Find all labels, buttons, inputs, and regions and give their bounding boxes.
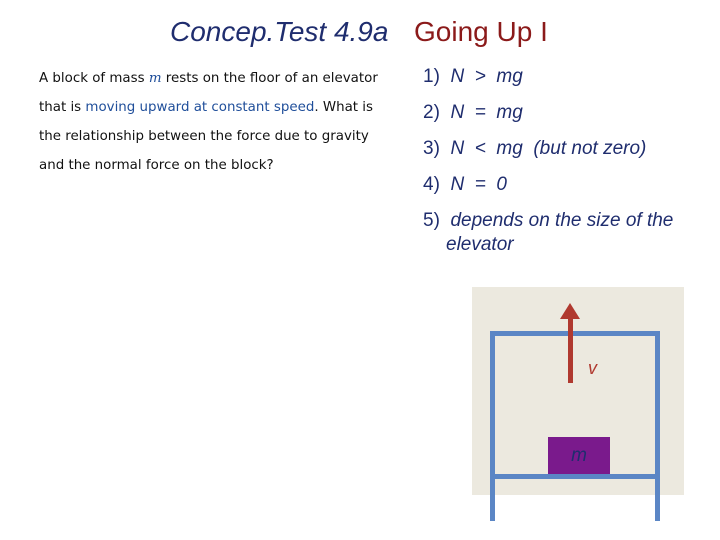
answer-number: 1) [423,66,440,87]
question-mass-symbol: m [148,71,162,86]
answer-text-line1: depends on the size of the [450,210,674,231]
answer-number: 4) [423,174,440,195]
mass-label: m [571,445,587,466]
answer-option-2 [423,102,523,124]
answer-option-3 [423,138,646,160]
answer-number: 5) [423,210,440,231]
question-highlight: moving upward at constant speed [85,100,315,115]
answer-number: 3) [423,138,440,159]
answer-number: 2) [423,102,440,123]
question-text [39,64,389,180]
answer-option-5 [423,210,673,232]
answer-option-4 [423,174,507,196]
mass-block [548,437,610,474]
answer-option-5-continued [446,234,514,256]
answer-expression: N > mg [450,66,523,87]
elevator-walls [490,331,660,521]
question-part2: rests on the floor of an elevator that is [39,71,378,115]
question-part3: . What is the relationship between the force due to gravity and the normal force on the block? [39,100,373,173]
elevator-floor [490,474,660,479]
answer-option-1 [423,66,523,88]
title-subtitle: Going Up I [414,16,548,47]
answer-expression: N < mg (but not zero) [450,138,647,159]
velocity-label: v [588,358,597,378]
velocity-arrow-shaft [568,317,573,383]
answer-expression: N = mg [450,102,523,123]
answer-expression: N = 0 [450,174,507,195]
answer-text-line2: elevator [446,234,514,255]
title-main: Concep.Test 4.9a [170,16,389,47]
elevator-figure [472,287,684,495]
question-part1: A block of mass [39,71,149,86]
slide-title [0,14,720,54]
